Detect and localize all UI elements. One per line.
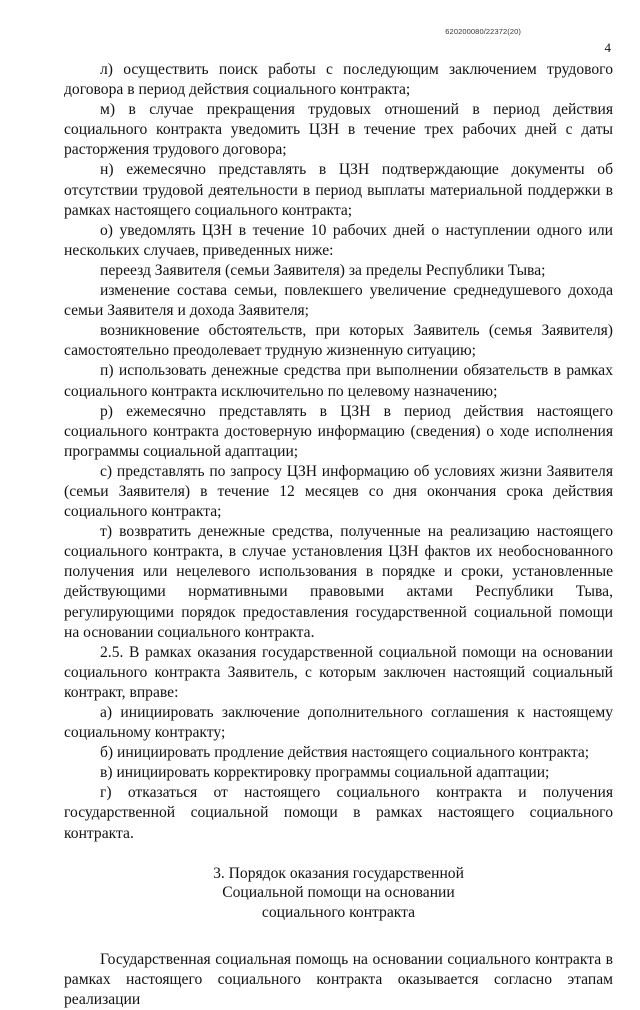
paragraph-case-relocation: переезд Заявителя (семьи Заявителя) за пределы Республики Тыва; [100, 261, 546, 279]
paragraph-a: а) инициировать заключение дополнительного соглашения к настоящему социальному контракту; [64, 704, 613, 742]
paragraph-2-5: 2.5. В рамках оказания государственной социальной помощи на основании социального контракта Заявитель, с которым заключен настоящий социальный контракт, вправе: [64, 643, 613, 701]
paragraph-case-family-change: изменение состава семьи, повлекшего увеличение среднедушевого дохода семьи Заявителя и дохода Заявителя; [64, 282, 613, 320]
paragraph-l: л) осуществить поиск работы с последующим заключением трудового договора в период действия социального контракта; [64, 61, 613, 99]
paragraph-p: п) использовать денежные средства при выполнении обязательств в рамках социального контракта исключительно по целевому назначению; [64, 362, 613, 400]
paragraph-v: в) инициировать корректировку программы социальной адаптации; [100, 764, 550, 782]
section-heading-line-3: социального контракта [261, 903, 416, 921]
paragraph-t: т) возвратить денежные средства, полученные на реализацию настоящего социального контракта, в случае установления ЦЗН фактов их необоснованного получения или нецелевого использования в порядке и сроки, установленные действующими нормативными правовыми актами Республики Тыва, регулирующими порядок предоставления государственной социальной помощи на основании социального контракта. [64, 523, 613, 641]
section-heading [64, 864, 613, 923]
section-heading-line-2: Социальной помощи на основании [222, 884, 455, 902]
paragraph-b: б) инициировать продление действия настоящего социального контракта; [100, 744, 590, 762]
paragraph-s: с) представлять по запросу ЦЗН информацию об условиях жизни Заявителя (семьи Заявителя) в течение 12 месяцев со дня окончания срока действия социального контракта; [64, 462, 613, 521]
paragraph-m: м) в случае прекращения трудовых отношений в период действия социального контракта уведомить ЦЗН в течение трех рабочих дней с даты расторжения трудового договора; [64, 101, 613, 159]
section-paragraph: Государственная социальная помощь на основании социального контракта в рамках настоящего социального контракта оказывается согласно этапам реализации [64, 951, 613, 1009]
paragraph-g: г) отказаться от настоящего социального контракта и получения государственной социальной помощи в рамках настоящего социального контракта. [64, 784, 613, 842]
paragraph-r: р) ежемесячно представлять в ЦЗН в период действия настоящего социального контракта достоверную информацию (сведения) о ходе исполнения программы социальной адаптации; [64, 402, 613, 460]
paragraph-case-self-overcome: возникновение обстоятельств, при которых Заявитель (семья Заявителя) самостоятельно преодолевает трудную жизненную ситуацию; [64, 322, 613, 360]
section-heading-line-1: 3. Порядок оказания государственной [213, 864, 464, 882]
document-id: 620200080/22372(20) [445, 27, 521, 36]
document-body [64, 60, 613, 1010]
page-number: 4 [604, 40, 611, 55]
paragraph-o: о) уведомлять ЦЗН в течение 10 рабочих дней о наступлении одного или нескольких случаев, приведенных ниже: [64, 221, 613, 259]
paragraph-n: н) ежемесячно представлять в ЦЗН подтверждающие документы об отсутствии трудовой деятельности в период выплаты материальной поддержки в рамках настоящего социального контракта; [64, 161, 613, 219]
